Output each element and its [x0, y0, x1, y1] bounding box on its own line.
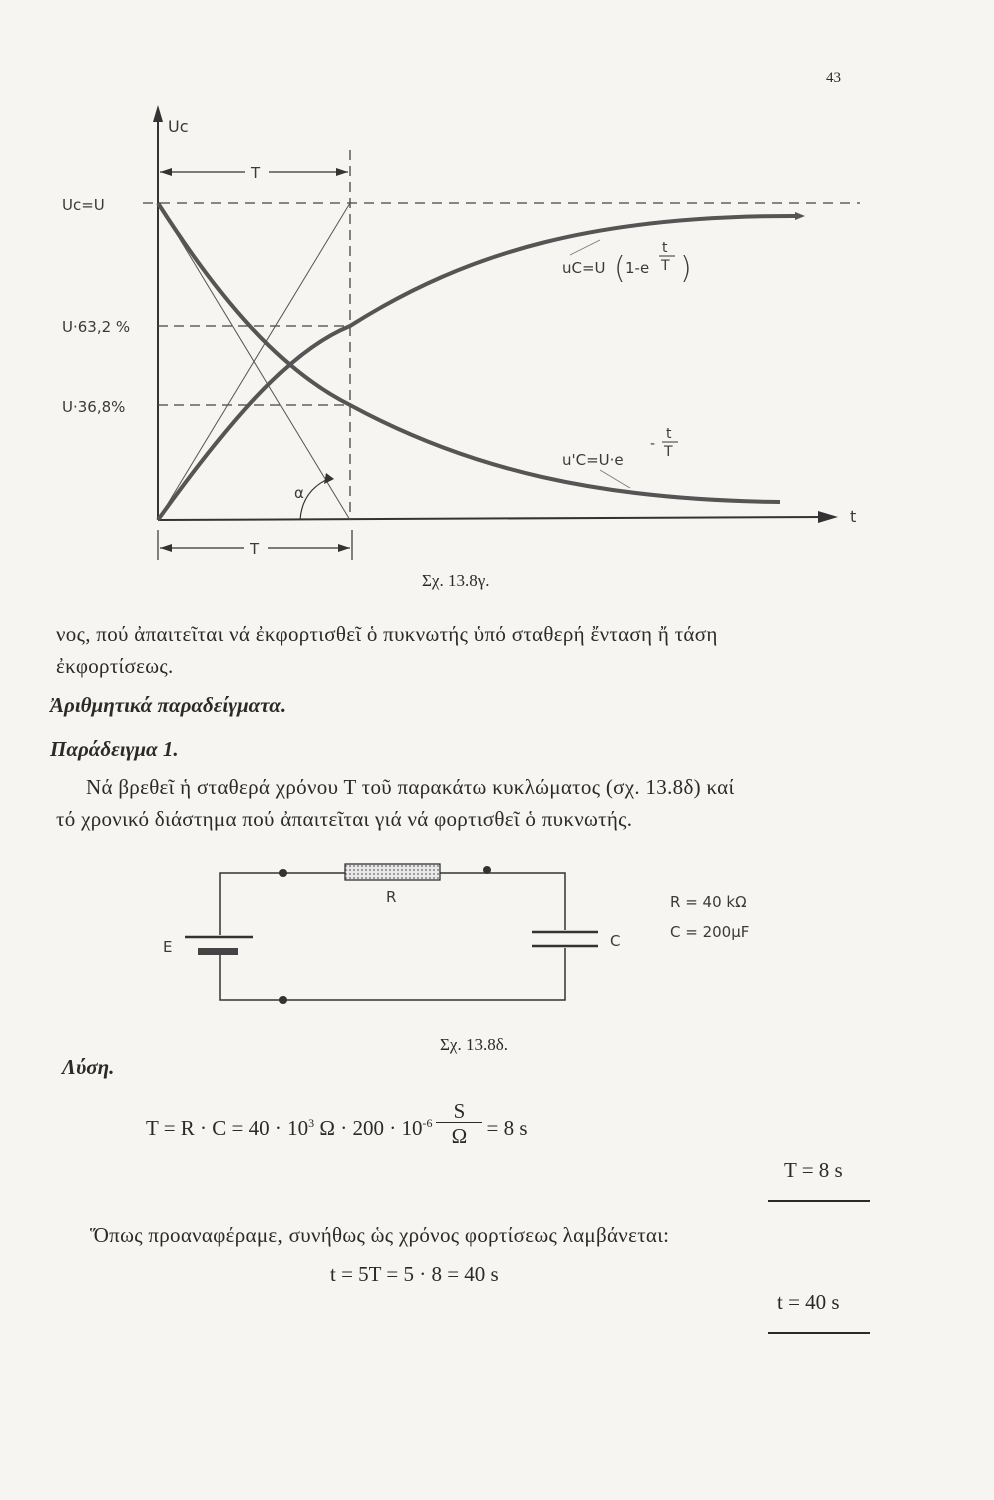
heading-examples: Ἀριθμητικά παραδείγματα. — [50, 693, 287, 717]
x-axis-label: t — [850, 507, 857, 526]
svg-text:): ) — [680, 251, 692, 286]
battery-label: E — [163, 938, 173, 956]
y-axis-arrow — [153, 105, 163, 122]
paragraph-2-line-2: τό χρονικό διάστημα πού ἀπαιτεῖται γιά νά φορτισθεῖ ὁ πυκνωτής. — [56, 807, 633, 831]
terminal-dot — [483, 866, 491, 874]
terminal-dot — [279, 996, 287, 1004]
level-368-label: U·36,8% — [62, 398, 126, 416]
bottom-period-label: T — [250, 540, 260, 558]
formula-part-1: T = R · C = 40 · 10 — [146, 1116, 309, 1140]
svg-text:-: - — [650, 436, 656, 452]
charge-eq-lhs: uC=U — [562, 259, 606, 277]
angle-arc — [300, 478, 330, 520]
discharge-eq-exp-num: t — [666, 426, 672, 442]
discharge-eq-exp-den: T — [664, 444, 673, 460]
spec-resistance: R = 40 kΩ — [670, 893, 747, 911]
formula-exponent-1: 3 — [308, 1116, 315, 1130]
result-charging-time: t = 40 s — [777, 1290, 840, 1314]
resistor-symbol — [345, 864, 440, 880]
discharge-curve — [158, 203, 780, 502]
paragraph-1 — [56, 618, 876, 682]
formula-fraction-denominator: Ω — [451, 1124, 468, 1148]
level-full-label: Uc=U — [62, 196, 105, 214]
rc-circuit-diagram — [0, 850, 994, 1060]
charge-eq-inner: 1-e — [625, 259, 650, 277]
page-number: 43 — [826, 70, 841, 86]
resistor-label: R — [386, 888, 397, 906]
angle-label: α — [294, 484, 304, 502]
result-time-constant: T = 8 s — [784, 1158, 843, 1182]
svg-text:(: ( — [614, 251, 626, 286]
paragraph-3: Ὅπως προαναφέραμε, συνήθως ὡς χρόνος φορτίσεως λαμβάνεται: — [90, 1223, 670, 1247]
y-axis-label: Uc — [168, 117, 189, 136]
solution-label: Λύση. — [62, 1055, 115, 1079]
circuit-wire-bottom — [220, 948, 565, 1000]
figure1-caption: Σχ. 13.8γ. — [422, 571, 490, 590]
terminal-dot — [279, 869, 287, 877]
result-2-underline — [768, 1332, 870, 1334]
battery-plate-short — [198, 948, 238, 955]
level-632-label: U·63,2 % — [62, 318, 131, 336]
capacitor-label: C — [610, 932, 621, 950]
formula-fraction-numerator: S — [453, 1099, 466, 1123]
discharge-eq-lhs: u'C=U·e — [562, 451, 624, 469]
charge-eq-exp-den: T — [661, 258, 670, 274]
x-axis — [158, 517, 830, 520]
formula-result: = 8 s — [486, 1116, 528, 1140]
paragraph-2-line-1: Νά βρεθεῖ ἡ σταθερά χρόνου Τ τοῦ παρακάτω κυκλώματος (σχ. 13.8δ) καί — [86, 775, 735, 799]
paragraph-1-line-2: ἐκφορτίσεως. — [56, 654, 174, 678]
time-constant-formula — [146, 1100, 528, 1149]
charge-eq-exp-num: t — [662, 240, 668, 256]
circuit-wire-top-right — [440, 873, 565, 930]
heading-example-1: Παράδειγμα 1. — [50, 737, 179, 761]
paragraph-1-line-1: νος, πού ἀπαιτεῖται νά ἐκφορτισθεῖ ὁ πυκνωτής ὑπό σταθερή ἔνταση ἤ τάση — [56, 622, 718, 646]
paragraph-2 — [56, 771, 876, 835]
formula-exponent-2: -6 — [422, 1116, 433, 1130]
charge-curve — [158, 216, 800, 520]
result-1-underline — [768, 1200, 870, 1202]
x-axis-arrow — [818, 511, 838, 523]
rc-time-constant-graph — [0, 95, 994, 590]
spec-capacitance: C = 200μF — [670, 923, 750, 941]
top-period-label: T — [251, 164, 261, 182]
charging-time-formula: t = 5T = 5 · 8 = 40 s — [330, 1262, 499, 1286]
circuit-wire-top-left — [220, 873, 345, 935]
formula-part-2: Ω · 200 · 10 — [314, 1116, 423, 1140]
figure2-caption: Σχ. 13.8δ. — [440, 1035, 508, 1054]
